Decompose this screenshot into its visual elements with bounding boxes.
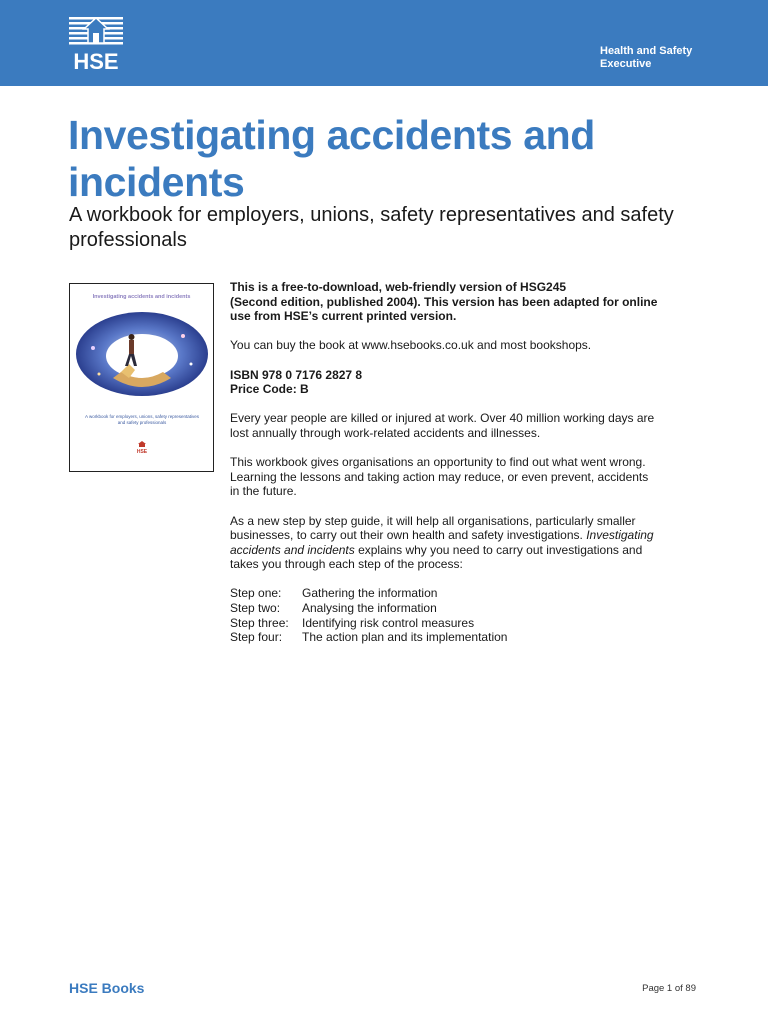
paragraph-3-line-3 bbox=[230, 543, 705, 558]
paragraph-2 bbox=[230, 455, 705, 499]
page-subtitle: A workbook for employers, unions, safety representatives and safety professionals bbox=[69, 204, 674, 251]
step-text: Gathering the information bbox=[302, 586, 438, 601]
hse-logo-icon bbox=[66, 15, 126, 71]
paragraph-3-line-3-text: explains why you need to carry out investigations and bbox=[354, 542, 643, 557]
page-header bbox=[0, 0, 768, 86]
step-label: Step four: bbox=[230, 630, 283, 645]
paragraph-1 bbox=[230, 411, 705, 440]
paragraph-3-italic-title-2: accidents and incidents bbox=[230, 542, 355, 557]
cover-artwork-icon bbox=[73, 308, 211, 400]
step-text: The action plan and its implementation bbox=[302, 630, 508, 645]
step-label: Step three: bbox=[230, 615, 289, 630]
book-cover-image bbox=[69, 283, 214, 472]
step-text: Identifying risk control measures bbox=[302, 615, 475, 630]
cover-subtitle bbox=[82, 414, 202, 426]
paragraph-3-line-2 bbox=[230, 528, 705, 543]
cover-subtitle-line-2: and safety professionals bbox=[117, 420, 167, 425]
step-row bbox=[230, 601, 705, 616]
body-text bbox=[230, 280, 705, 645]
isbn: ISBN 978 0 7176 2827 8 bbox=[230, 367, 363, 382]
org-name bbox=[600, 45, 740, 71]
paragraph-3 bbox=[230, 514, 705, 572]
paragraph-3-line-1: As a new step by step guide, it will help all organisations, particularly smaller bbox=[230, 513, 636, 528]
step-row bbox=[230, 586, 705, 601]
footer-publisher: HSE Books bbox=[69, 980, 145, 996]
paragraph-1-line-1: Every year people are killed or injured at work. Over 40 million working days are bbox=[230, 411, 655, 426]
paragraph-3-italic-title-1: Investigating bbox=[586, 528, 654, 543]
step-row bbox=[230, 616, 705, 631]
cover-subtitle-line-1: A workbook for employers, unions, safety representatives bbox=[84, 414, 200, 419]
paragraph-1-line-2: lost annually through work-related accidents and illnesses. bbox=[230, 425, 541, 440]
intro-line-3: use from HSE’s current printed version. bbox=[230, 309, 457, 324]
paragraph-2-line-2: Learning the lessons and taking action may reduce, or even prevent, accidents bbox=[230, 469, 649, 484]
org-name-line-1: Health and Safety bbox=[600, 45, 693, 57]
step-text: Analysing the information bbox=[302, 601, 437, 616]
page-title: Investigating accidents and incidents bbox=[68, 112, 595, 205]
page-number: Page 1 of 89 bbox=[642, 983, 696, 994]
paragraph-3-line-4: takes you through each step of the process: bbox=[230, 557, 463, 572]
step-label: Step two: bbox=[230, 601, 281, 616]
paragraph-2-line-3: in the future. bbox=[230, 484, 297, 499]
step-label: Step one: bbox=[230, 586, 282, 601]
paragraph-3-line-2-text: businesses, to carry out their own health and safety investigations. bbox=[230, 528, 587, 543]
cover-title: Investigating accidents and incidents bbox=[92, 294, 191, 300]
step-row bbox=[230, 630, 705, 645]
price-code: Price Code: B bbox=[230, 382, 309, 397]
cover-logo-text: HSE bbox=[136, 449, 148, 454]
logo-text: HSE bbox=[73, 49, 119, 71]
intro-line-1: This is a free-to-download, web-friendly version of HSG245 bbox=[230, 280, 567, 294]
cover-hse-logo-icon bbox=[135, 440, 149, 454]
isbn-block bbox=[230, 368, 705, 397]
paragraph-2-line-1: This workbook gives organisations an opportunity to find out what went wrong. bbox=[230, 455, 646, 470]
intro-line-2: (Second edition, published 2004). This version has been adapted for online bbox=[230, 294, 658, 309]
steps-list bbox=[230, 586, 705, 644]
intro-paragraph bbox=[230, 280, 705, 324]
buy-paragraph: You can buy the book at www.hsebooks.co.uk and most bookshops. bbox=[230, 338, 592, 353]
org-name-line-2: Executive bbox=[600, 58, 652, 70]
